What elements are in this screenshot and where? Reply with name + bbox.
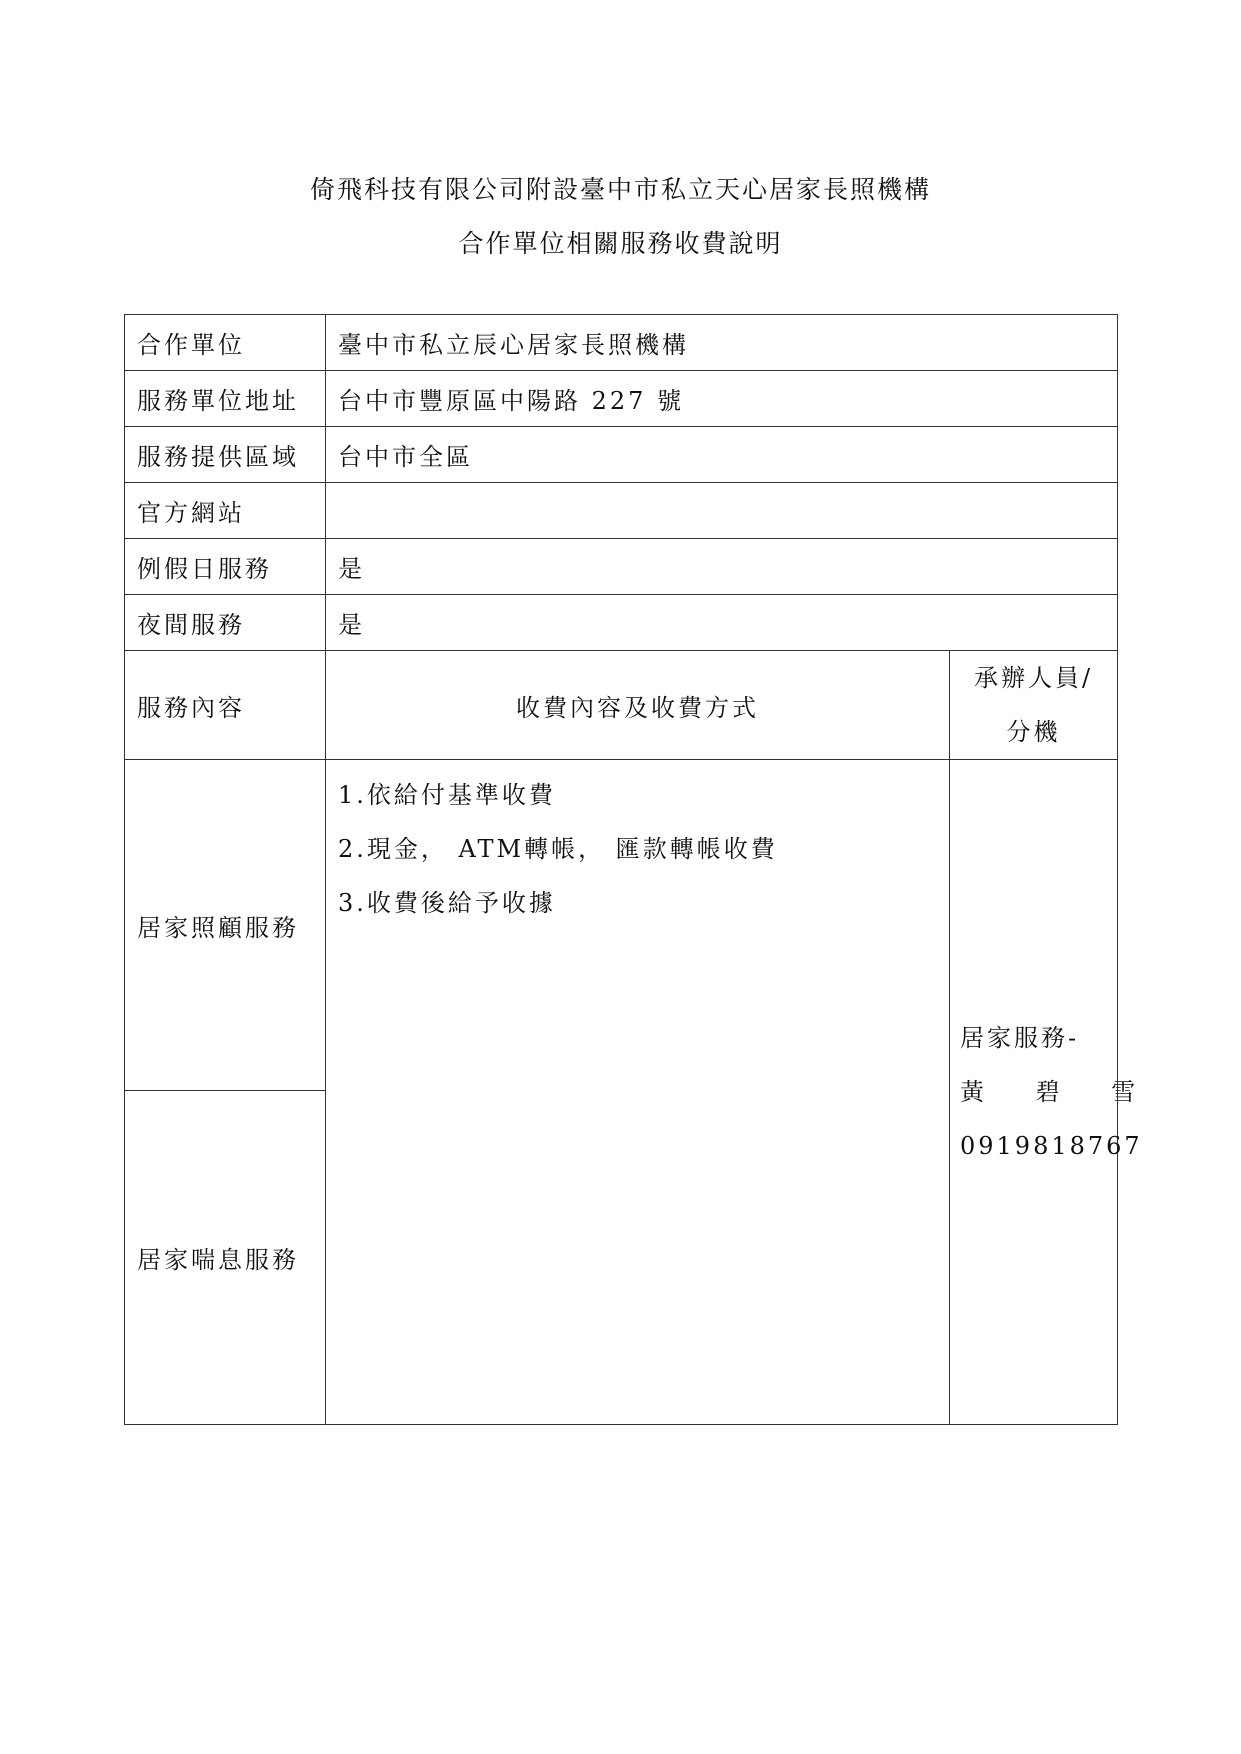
header-contact-line2: 分機 (1006, 718, 1061, 746)
row-address (125, 371, 1118, 427)
row-home-care (125, 760, 1118, 1091)
contact-department: 居家服務- (960, 1024, 1080, 1052)
row-service-area (125, 427, 1118, 483)
row-website (125, 483, 1118, 539)
fee-item: 1.依給付基準收費 (338, 781, 556, 809)
contact-info (950, 760, 1158, 1425)
fee-table (124, 314, 1158, 1425)
value-address: 台中市豐原區中陽路 227 號 (326, 371, 1118, 427)
header-fee-method: 收費內容及收費方式 (326, 651, 950, 760)
value-night-service: 是 (326, 595, 1118, 651)
row-partner-unit (125, 315, 1118, 371)
value-service-area: 台中市全區 (326, 427, 1118, 483)
fee-content (326, 760, 950, 1425)
row-holiday-service (125, 539, 1118, 595)
header-contact-line1: 承辦人員/ (973, 664, 1094, 692)
value-holiday-service: 是 (326, 539, 1118, 595)
label-night-service: 夜間服務 (125, 595, 326, 651)
contact-name: 黃 碧 雪 (960, 1078, 1158, 1106)
service-home-care: 居家照顧服務 (125, 760, 326, 1091)
fee-item: 2.現金， ATM轉帳， 匯款轉帳收費 (338, 835, 778, 863)
label-holiday-service: 例假日服務 (125, 539, 326, 595)
service-respite-care: 居家喘息服務 (125, 1091, 326, 1425)
contact-phone: 0919818767 (960, 1132, 1143, 1160)
label-service-area: 服務提供區域 (125, 427, 326, 483)
document-subtitle: 合作單位相關服務收費說明 (458, 229, 783, 258)
row-night-service (125, 595, 1118, 651)
row-table-header (125, 651, 1118, 760)
header-service-content: 服務內容 (125, 651, 326, 760)
header-contact (950, 651, 1118, 760)
label-partner-unit: 合作單位 (125, 315, 326, 371)
value-partner-unit: 臺中市私立辰心居家長照機構 (326, 315, 1118, 371)
value-website (326, 483, 1118, 539)
label-address: 服務單位地址 (125, 371, 326, 427)
document-title: 倚飛科技有限公司附設臺中市私立天心居家長照機構 (309, 175, 931, 204)
fee-item: 3.收費後給予收據 (338, 889, 556, 917)
label-website: 官方網站 (125, 483, 326, 539)
